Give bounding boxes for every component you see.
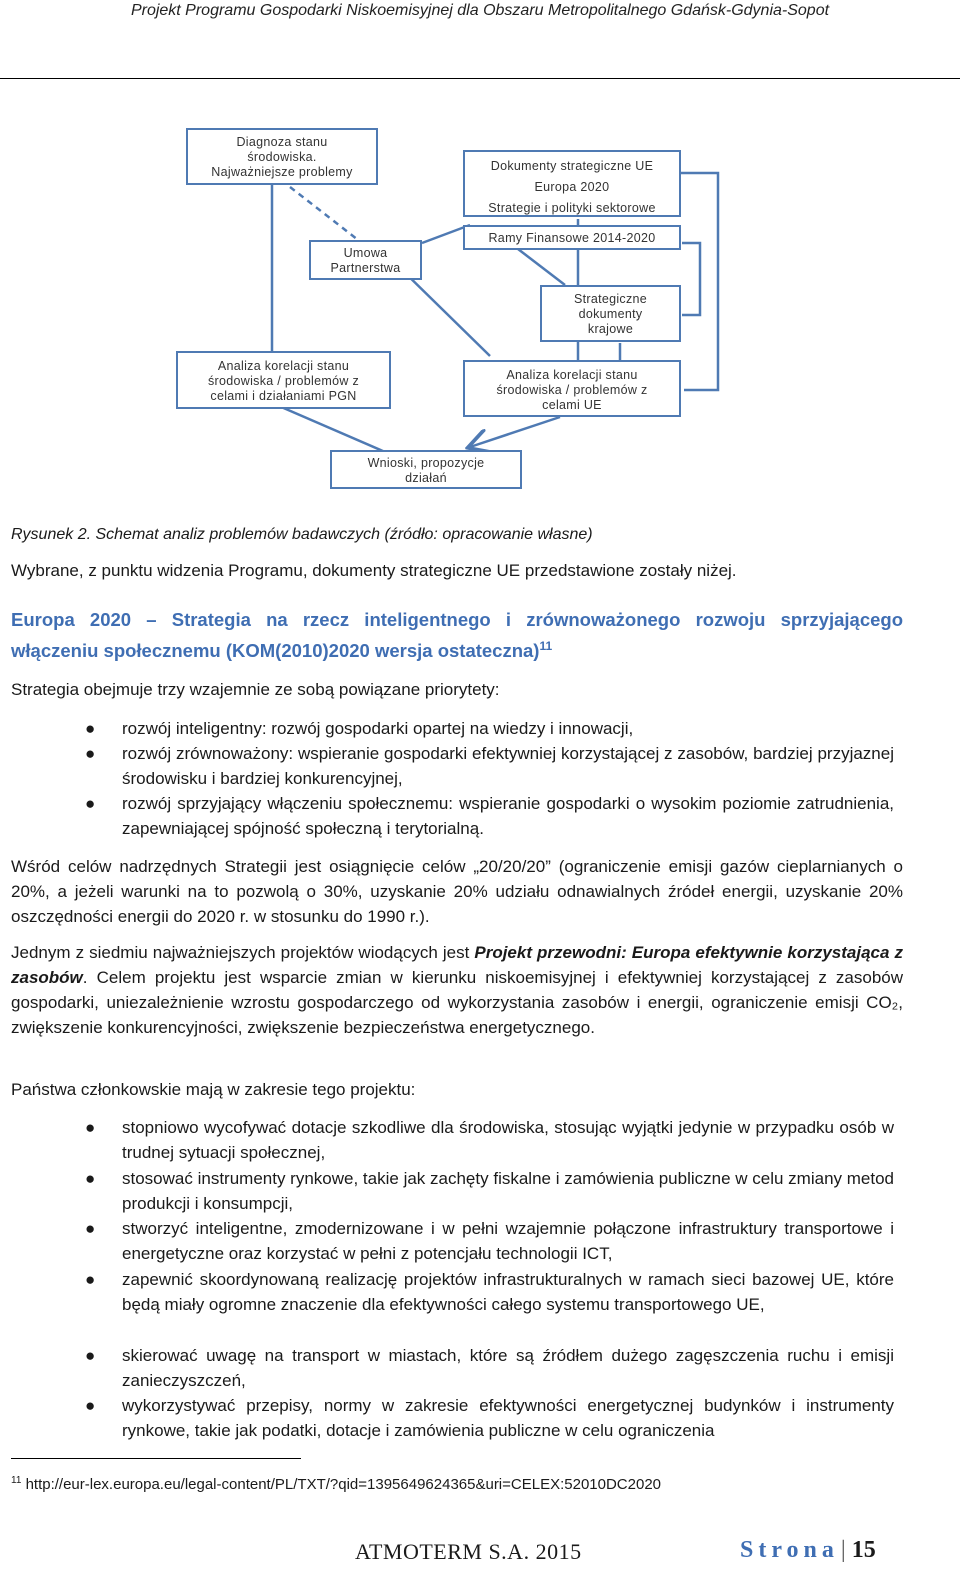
box-wnioski-line: Wnioski, propozycje [367,456,485,470]
box-dokumenty-ue-line: Dokumenty strategiczne UE [490,159,654,173]
box-analiza-ue-line: środowiska / problemów z [496,383,648,397]
box-diagnoza-line: Diagnoza stanu [236,135,328,149]
flagship-text: Jednym z siedmiu najważniejszych projektów wiodących jest [11,943,475,962]
box-krajowe-line: krajowe [587,322,634,336]
footnote-number: 11 [11,1475,22,1486]
footnote-link[interactable]: http://eur-lex.europa.eu/legal-content/PL/TXT/?qid=1395649624365&uri=CELEX:52010DC2020 [25,1476,662,1493]
box-umowa-line: Partnerstwa [330,261,401,275]
intro-paragraph: Wybrane, z punktu widzenia Programu, dokumenty strategiczne UE przedstawione zostały niżej. [11,561,737,580]
box-krajowe-line: Strategiczne [573,292,648,306]
bullet-icon: ● [85,744,96,763]
connector-ue-wnioski [470,417,560,447]
box-krajowe-line: dokumenty [578,307,643,321]
priority-item: rozwój inteligentny: rozwój gospodarki opartej na wiedzy i innowacji, [122,719,634,738]
box-diagnoza-line: Najważniejsze problemy [211,165,353,179]
footer-page-number: 15 [851,1537,876,1563]
box-analiza-ue [463,360,681,417]
member-item: stopniowo wycofywać dotacje szkodliwe dla środowiska, stosując wyjątki jedynie w przypadku osób w trudnej sytuacji społecznej, [122,1118,894,1162]
connector-pgn-wnioski [272,403,392,455]
box-analiza-pgn-line: Analiza korelacji stanu [217,359,350,373]
section-heading-line1: Europa 2020 – Strategia na rzecz inteligentnego i zrównoważonego rozwoju sprzyjającego [11,609,903,630]
box-analiza-pgn-line: celami i działaniami PGN [210,389,357,403]
bullet-icon: ● [85,1396,96,1415]
footer-company: ATMOTERM S.A. 2015 [355,1539,582,1564]
box-analiza-pgn-line: środowiska / problemów z [207,374,359,388]
members-intro: Państwa członkowskie mają w zakresie tego projektu: [11,1080,416,1099]
box-strategiczne-krajowe [540,285,681,342]
figure-caption: Rysunek 2. Schemat analiz problemów badawczych (źródło: opracowanie własne) [11,526,593,543]
header-rule [0,78,960,79]
box-ramy-finansowe [463,225,681,250]
member-item: stworzyć inteligentne, zmodernizowane i w pełni wzajemnie połączone infrastruktury transportowe i energetyczne oraz korzystać w pełni z potencjału technologii ICT, [122,1219,894,1263]
priority-item: rozwój zrównoważony: wspieranie gospodarki efektywniej korzystającej z zasobów, bardziej przyjaznej środowisku i bardziej konkurencyjnej, [122,744,894,788]
footer-page-label: Strona [740,1537,839,1563]
priority-item: rozwój sprzyjający włączeniu społecznemu: wspieranie gospodarki o wysokim poziomie zatrudnienia, zapewniającej spójność społeczną i terytorialną. [122,794,894,838]
footnote [11,1470,661,1496]
flagship-project-name: Projekt przewodni: Europa efektywnie korzystająca z zasobów [11,943,903,987]
box-dokumenty-ue [463,150,681,217]
box-analiza-ue-line: celami UE [542,398,602,412]
footnote-rule [11,1458,301,1459]
box-umowa-line: Umowa [343,246,388,260]
footer-page [740,1537,876,1564]
section-heading [11,604,903,666]
connector-ramy-krajowe [518,249,565,285]
connector-ramy-krajowe-loop [682,243,700,315]
bullet-icon: ● [85,794,96,813]
box-analiza-ue-line: Analiza korelacji stanu [506,368,638,382]
box-wnioski [330,450,522,489]
priorities-intro: Strategia obejmuje trzy wzajemnie ze sobą powiązane priorytety: [11,680,500,699]
box-dokumenty-ue-line: Strategie i polityki sektorowe [488,201,656,215]
box-wnioski-line: działań [405,471,447,485]
box-analiza-pgn [176,351,391,409]
member-item: stosować instrumenty rynkowe, takie jak zachęty fiskalne i zamówienia publiczne w celu zmiany metod produkcji i konsumpcji, [122,1169,894,1213]
member-item: zapewnić skoordynowaną realizację projektów infrastrukturalnych w ramach sieci bazowej UE, które będą miały ogromne znaczenie dla efektywności całego systemu transportowego UE, [122,1270,894,1314]
member-item: skierować uwagę na transport w miastach, które są źródłem dużego zagęszczenia ruchu i emisji zanieczyszczeń, [122,1346,894,1390]
section-heading-line2-text: włączeniu społecznemu (KOM(2010)2020 wersja ostateczna) [11,640,540,661]
goals-paragraph: Wśród celów nadrzędnych Strategii jest osiągnięcie celów „20/20/20” (ograniczenie emisji gazów cieplarnianych o 20%, a jeżeli warunki na to pozwolą o 30%, uzyskanie 20% udziału odnawialnych źródeł energii, uzyskanie 20% oszczędności energii do 2020 r. w stosunku do 1990 r.). [11,857,903,926]
analysis-diagram [0,115,960,505]
member-item: wykorzystywać przepisy, normy w zakresie efektywności energetycznej budynków i instrumenty rynkowe, takie jak podatki, dotacje i zamówienia publiczne w celu ograniczenia [122,1396,894,1440]
footnote-ref[interactable]: 11 [539,638,553,653]
connector-diagnoza-umowa [290,187,362,243]
flagship-text: . Celem projektu jest wsparcie zmian w kierunku niskoemisyjnej i efektywniej korzystającej z zasobów gospodarki, uniezależnienie wzrostu gospodarczego od wykorzystania zasobów i energii, ograniczenie emisji CO₂, zwiększenie konkurencyjności, zwiększenie bezpieczeństwa energetycznego. [11,968,903,1037]
box-umowa-partnerstwa [309,240,422,280]
bullet-icon: ● [85,1219,96,1238]
bullet-icon: ● [85,1346,96,1365]
box-diagnoza-line: środowiska. [247,150,317,164]
box-ramy-line: Ramy Finansowe 2014-2020 [488,231,656,245]
bullet-icon: ● [85,1270,96,1289]
box-diagnoza [186,128,378,185]
box-dokumenty-ue-line: Europa 2020 [534,180,610,194]
bullet-icon: ● [85,719,96,738]
section-heading-line2 [11,635,903,666]
flagship-paragraph [11,940,903,1040]
page-header: Projekt Programu Gospodarki Niskoemisyjnej dla Obszaru Metropolitalnego Gdańsk-Gdynia-Sopot [130,2,830,19]
bullet-icon: ● [85,1118,96,1137]
bullet-icon: ● [85,1169,96,1188]
footer-separator: | [840,1537,846,1563]
